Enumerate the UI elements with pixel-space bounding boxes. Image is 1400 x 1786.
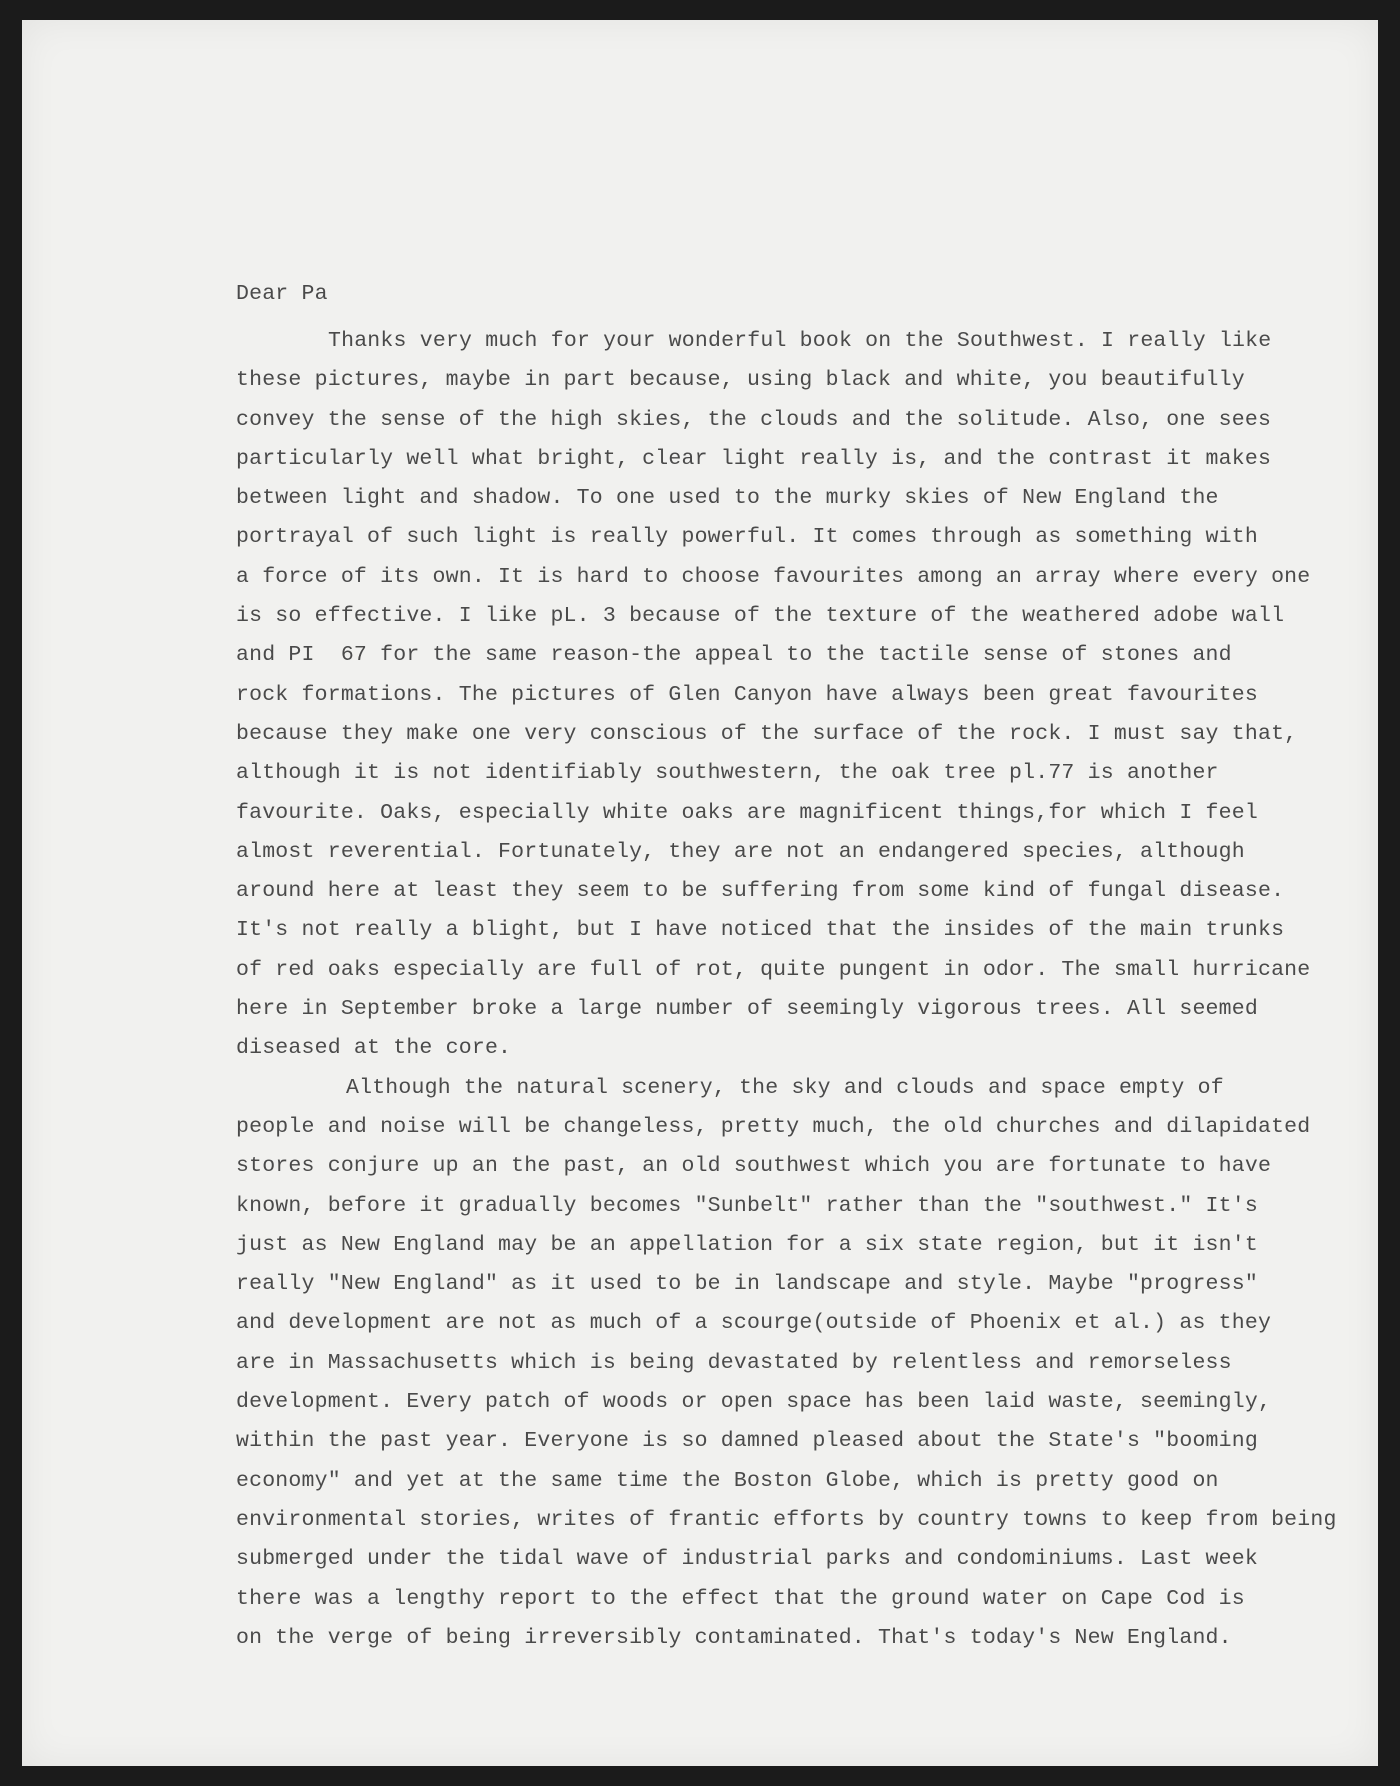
text-line: environmental stories, writes of frantic efforts by country towns to keep from being bbox=[236, 1507, 1337, 1532]
paragraph-2 bbox=[236, 1069, 1376, 1658]
text-line: are in Massachusetts which is being devastated by relentless and remorseless bbox=[236, 1350, 1232, 1375]
text-line: It's not really a blight, but I have noticed that the insides of the main trunks bbox=[236, 918, 1285, 943]
text-line: really "New England" as it used to be in landscape and style. Maybe "progress" bbox=[236, 1272, 1258, 1297]
text-line: submerged under the tidal wave of industrial parks and condominiums. Last week bbox=[236, 1547, 1258, 1572]
text-line: and PI 67 for the same reason-the appeal to the tactile sense of stones and bbox=[236, 643, 1232, 668]
text-line: stores conjure up an the past, an old southwest which you are fortunate to have bbox=[236, 1154, 1272, 1179]
text-line: portrayal of such light is really powerful. It comes through as something with bbox=[236, 525, 1258, 550]
text-line: around here at least they seem to be suffering from some kind of fungal disease. bbox=[236, 879, 1285, 904]
letter-body bbox=[236, 275, 1376, 1658]
text-line: particularly well what bright, clear light really is, and the contrast it makes bbox=[236, 446, 1272, 471]
text-line: is so effective. I like pL. 3 because of the texture of the weathered adobe wall bbox=[236, 604, 1285, 629]
text-line: between light and shadow. To one used to the murky skies of New England the bbox=[236, 486, 1219, 511]
text-line: although it is not identifiably southwestern, the oak tree pl.77 is another bbox=[236, 761, 1219, 786]
text-line: just as New England may be an appellation for a six state region, but it isn't bbox=[236, 1232, 1258, 1257]
text-line: convey the sense of the high skies, the clouds and the solitude. Also, one sees bbox=[236, 407, 1272, 432]
text-line: within the past year. Everyone is so damned pleased about the State's "booming bbox=[236, 1429, 1258, 1454]
text-line: there was a lengthy report to the effect that the ground water on Cape Cod is bbox=[236, 1586, 1245, 1611]
text-line: a force of its own. It is hard to choose favourites among an array where every one bbox=[236, 564, 1311, 589]
letter-page bbox=[22, 20, 1378, 1766]
text-line: on the verge of being irreversibly contaminated. That's today's New England. bbox=[236, 1625, 1232, 1650]
text-line: because they make one very conscious of the surface of the rock. I must say that, bbox=[236, 721, 1298, 746]
text-line: here in September broke a large number of seemingly vigorous trees. All seemed bbox=[236, 997, 1258, 1022]
text-line: of red oaks especially are full of rot, quite pungent in odor. The small hurricane bbox=[236, 957, 1311, 982]
text-line: favourite. Oaks, especially white oaks are magnificent things,for which I feel bbox=[236, 800, 1258, 825]
text-line: known, before it gradually becomes "Sunbelt" rather than the "southwest." It's bbox=[236, 1193, 1258, 1218]
salutation: Dear Pa bbox=[236, 282, 328, 306]
text-line: Thanks very much for your wonderful book on the Southwest. I really like bbox=[328, 329, 1272, 353]
paragraph-1 bbox=[236, 322, 1376, 1069]
text-line: and development are not as much of a scourge(outside of Phoenix et al.) as they bbox=[236, 1311, 1272, 1336]
text-line: people and noise will be changeless, pretty much, the old churches and dilapidated bbox=[236, 1114, 1311, 1139]
text-line: rock formations. The pictures of Glen Canyon have always been great favourites bbox=[236, 682, 1258, 707]
text-line: economy" and yet at the same time the Boston Globe, which is pretty good on bbox=[236, 1468, 1219, 1493]
text-line: Although the natural scenery, the sky and clouds and space empty of bbox=[346, 1075, 1224, 1100]
text-line: almost reverential. Fortunately, they are not an endangered species, although bbox=[236, 839, 1245, 864]
text-line: these pictures, maybe in part because, using black and white, you beautifully bbox=[236, 368, 1245, 393]
text-line: development. Every patch of woods or open space has been laid waste, seemingly, bbox=[236, 1390, 1272, 1415]
text-line: diseased at the core. bbox=[236, 1036, 512, 1061]
